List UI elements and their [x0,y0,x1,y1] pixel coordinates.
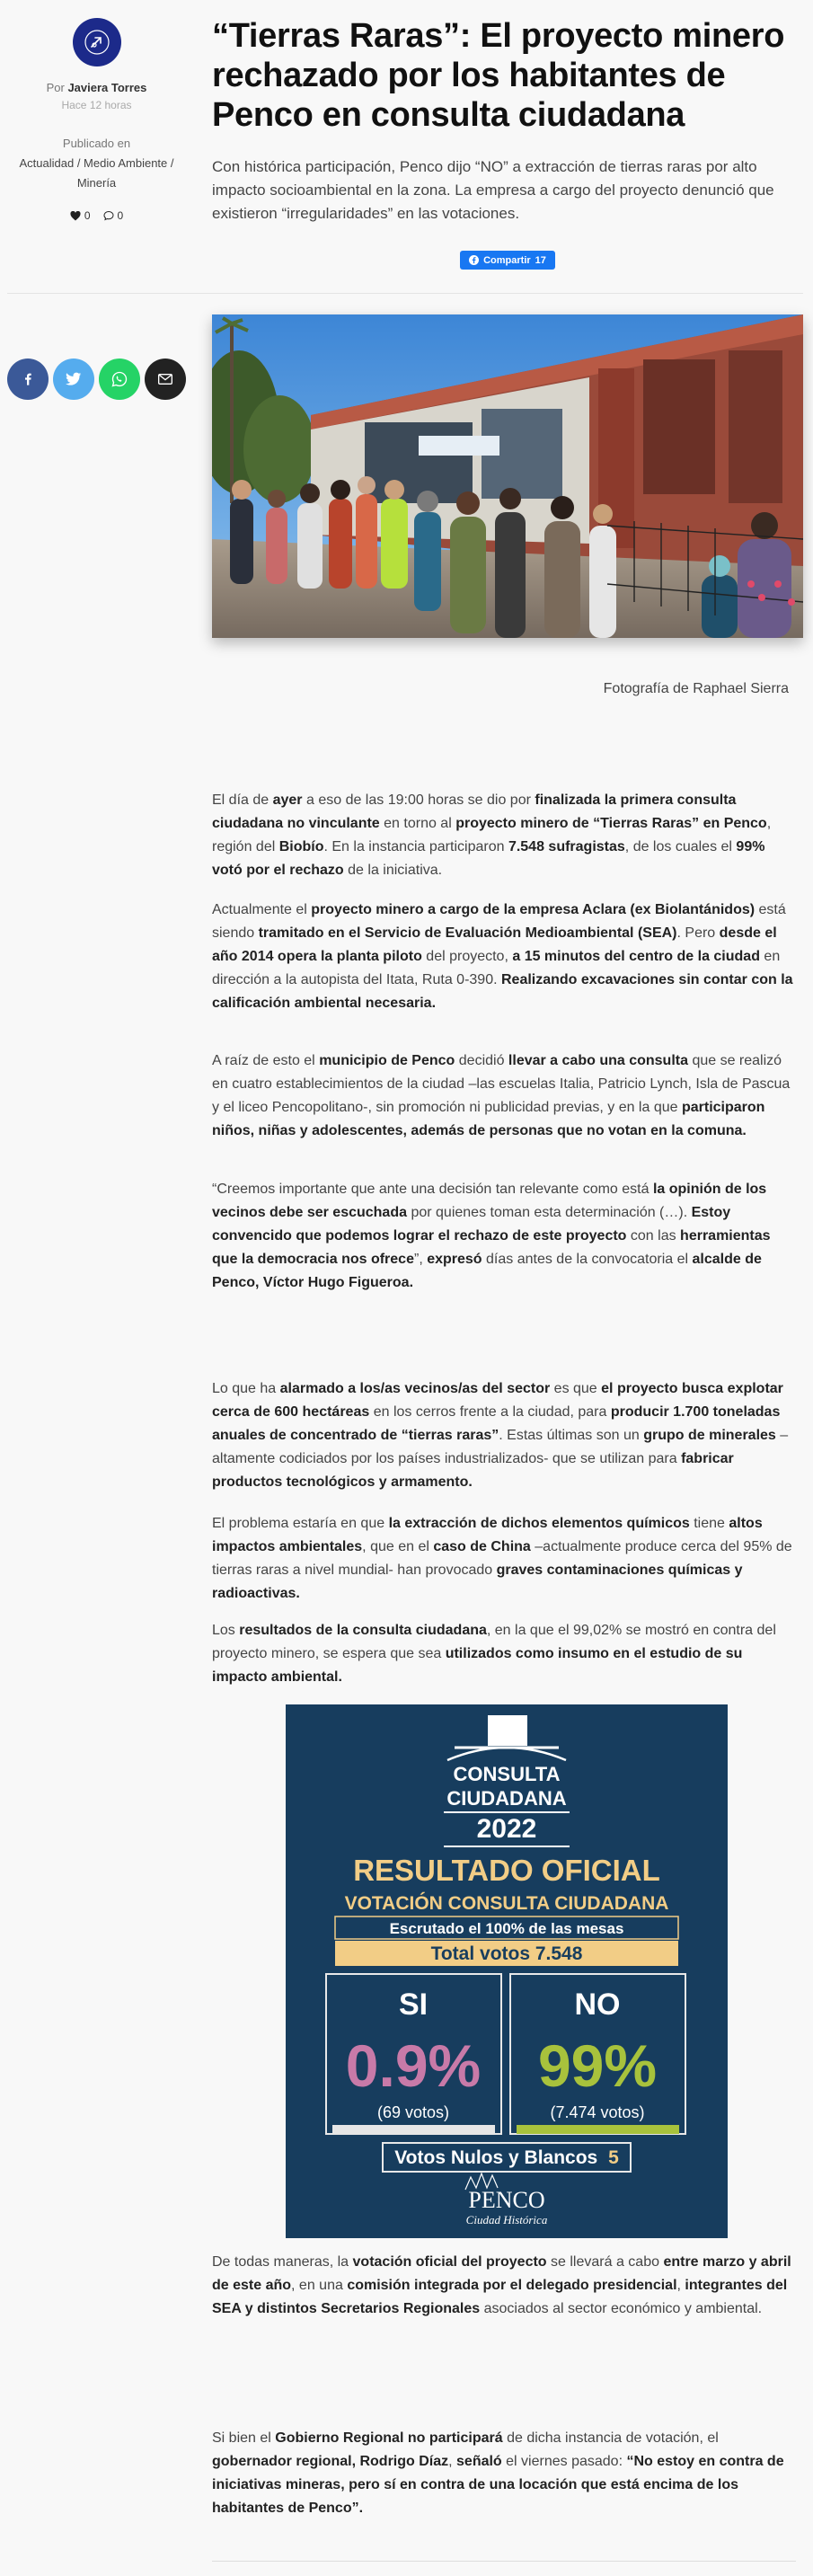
body-text: . En la instancia participaron [323,839,508,854]
publish-time: Hace 12 horas [61,99,132,111]
emphasis-text: votación oficial del proyecto [352,2254,547,2270]
emphasis-text: 99% votó por el rechazo [212,839,765,878]
body-text: por quienes toman esta determinación (…). [407,1205,692,1220]
emphasis-text: Gobierno Regional no participará [275,2430,503,2446]
emphasis-text: herramientas que la democracia nos ofrece [212,1228,771,1267]
article-title: “Tierras Raras”: El proyecto minero rechazado por los habitantes de Penco en consulta ciudadana [212,17,785,134]
no-votes: (7.474 votos) [550,2103,645,2121]
emphasis-text: el proyecto busca explotar cerca de 600 hectáreas [212,1381,783,1420]
emphasis-text: a 15 minutos del centro de la ciudad [512,949,760,964]
null-count: 5 [608,2147,619,2168]
emphasis-text: señaló [456,2454,502,2469]
emphasis-text: expresó [427,1252,482,1267]
body-text: . Pero [676,925,720,941]
body-text: , [676,2278,685,2293]
null-label: Votos Nulos y Blancos [394,2147,598,2168]
body-text: Los [212,1623,240,1638]
body-text: se llevará a cabo [546,2254,664,2270]
voting-queue-photo [212,314,803,638]
emphasis-text: producir 1.700 toneladas anuales de concentrado de “tierras raras” [212,1404,781,1443]
paragraph-9 [212,2427,794,2520]
emphasis-text: la extracción de dichos elementos químicos [388,1516,690,1531]
facebook-icon [21,372,35,386]
body-text: es que [550,1381,602,1396]
body-text: días antes de la convocatoria el [482,1252,693,1267]
header-divider [7,293,803,294]
comment-counter[interactable] [103,209,124,222]
emphasis-text: fabricar productos tecnológicos y armamento. [212,1451,734,1490]
body-text: , región del [212,816,772,854]
infographic-year: 2022 [476,1814,537,1844]
body-text: Actualmente el [212,902,312,917]
emphasis-text: Biobío [278,839,324,854]
footer-divider [212,2561,796,2562]
brand-tagline: Ciudad Histórica [465,2213,548,2226]
comment-icon [103,210,114,221]
body-text: , en una [291,2278,348,2293]
share-twitter-button[interactable] [53,359,94,400]
emphasis-text: finalizada la primera consulta ciudadana no vinculante [212,792,737,831]
consulta-line-2: CIUDADANA [446,1787,567,1810]
share-count: 17 [535,254,546,266]
paragraph-2 [212,899,794,1015]
emphasis-text: 7.548 sufragistas [508,839,625,854]
reactions [0,209,193,222]
body-text: a eso de las 19:00 horas se dio por [302,792,535,808]
body-text: El día de [212,792,273,808]
emphasis-text: llevar a cabo una consulta [508,1053,688,1068]
null-votes [394,2147,619,2168]
emphasis-text: gobernador regional, Rodrigo Díaz [212,2454,449,2469]
body-text: , en la que el 99,02% se mostró en contra del proyecto minero, se espera que sea [212,1623,776,1661]
body-text: Lo que ha [212,1381,280,1396]
consulta-line-1: CONSULTA [453,1763,561,1785]
no-label: NO [574,1987,621,2022]
paragraph-1 [212,789,794,882]
comment-count: 0 [117,209,124,222]
body-text: El problema estaría en que [212,1516,389,1531]
emphasis-text: proyecto minero a cargo de la empresa Aclara (ex Biolantánidos) [311,902,756,917]
yes-percent: 0.9% [345,2032,482,2099]
facebook-icon [469,255,479,265]
emphasis-text: integrantes del SEA y distintos Secretarios Regionales [212,2278,788,2316]
photo-caption: Fotografía de Raphael Sierra [603,681,789,696]
emphasis-text: entre marzo y abril de este año [212,2254,791,2293]
emphasis-text: graves contaminaciones químicas y radioactivas. [212,1562,743,1601]
share-label: Compartir [483,254,531,266]
body-text: “Creemos importante que ante una decisión tan relevante como está [212,1182,653,1197]
emphasis-text: Estoy convencido que podemos lograr el rechazo de este proyecto [212,1205,731,1244]
emphasis-text: Realizando excavaciones sin contar con la calificación ambiental necesaria. [212,972,793,1011]
author-avatar[interactable] [73,18,121,66]
body-text: De todas maneras, la [212,2254,353,2270]
body-text: en dirección a la autopista del Itata, Ruta 0-390. [212,949,781,987]
body-text: con las [626,1228,681,1244]
share-facebook-button[interactable] [7,359,49,400]
body-text: tiene [689,1516,729,1531]
body-text: asociados al sector económico y ambiental. [480,2301,763,2316]
author-name[interactable]: Javiera Torres [67,81,147,94]
brand-name: PENCO [468,2187,545,2213]
body-text: de dicha instancia de votación, el [502,2430,719,2446]
emphasis-text: alarmado a los/as vecinos/as del sector [279,1381,551,1396]
paragraph-8 [212,2251,794,2321]
infographic-subheading: VOTACIÓN CONSULTA CIUDADANA [344,1893,669,1914]
emphasis-text: “No estoy en contra de iniciativas mineras, pero sí en contra de una locación que está encima de los habitantes de Penco”. [212,2454,784,2516]
heart-icon [70,211,81,221]
emphasis-text: comisión integrada por el delegado presidencial [347,2278,677,2293]
twitter-icon [66,372,82,386]
body-text: en los cerros frente a la ciudad, para [369,1404,611,1420]
emphasis-text: resultados de la consulta ciudadana [239,1623,487,1638]
no-percent: 99% [537,2032,658,2099]
email-icon [158,374,172,385]
author-box [0,18,193,222]
article-lead: Con histórica participación, Penco dijo “NO” a extracción de tierras raras por alto impacto socioambiental en la zona. La empresa a cargo del proyecto denunció que existieron “irregularidades” en las votaciones. [212,158,774,222]
facebook-share-button[interactable] [460,251,555,270]
paragraph-6 [212,1512,794,1606]
emphasis-text: desde el año 2014 opera la planta piloto [212,925,777,964]
body-text: del proyecto, [421,949,513,964]
paragraph-7 [212,1619,794,1689]
published-in-label: Publicado en [62,137,131,150]
emphasis-text: ayer [272,792,303,808]
body-text: está siendo [212,902,786,941]
like-count: 0 [84,209,91,222]
body-text: que se realizó en cuatro establecimientos de la ciudad –las escuelas Italia, Patricio Lynch, Isla de Pascua y el liceo Pencopolitano-, sin promoción ni publicidad previas, y en la que [212,1053,791,1115]
body-text: , que en el [362,1539,434,1554]
emphasis-text: la opinión de los vecinos debe ser escuchada [212,1182,767,1220]
author-by-label: Por [46,81,65,94]
paragraph-5 [212,1377,794,1494]
rocket-icon [83,28,111,57]
yes-votes: (69 votos) [376,2103,450,2121]
body-text: ”, [413,1252,428,1267]
results-infographic [286,1704,728,2238]
like-counter[interactable] [70,209,91,222]
category-links[interactable]: Actualidad / Medio Ambiente / Minería [19,156,174,190]
paragraph-3 [212,1049,794,1143]
infographic-total: Total votos 7.548 [430,1943,583,1964]
author-byline [0,81,193,94]
body-text: Si bien el [212,2430,276,2446]
article-photo [212,314,803,638]
body-text: , [448,2454,457,2469]
share-whatsapp-button[interactable] [99,359,140,400]
emphasis-text: participaron niños, niñas y adolescentes, además de personas que no votan en la comuna. [212,1100,765,1138]
body-text: de la iniciativa. [343,863,443,878]
emphasis-text: tramitado en el Servicio de Evaluación Medioambiental (SEA) [258,925,677,941]
social-share-bar [7,359,186,400]
body-text: –actualmente produce cerca del 95% de tierras raras a nivel mundial- han provocado [212,1539,792,1578]
emphasis-text: municipio de Penco [319,1053,455,1068]
body-text: en torno al [379,816,456,831]
body-text: . Estas últimas son un [499,1428,644,1443]
body-text: , de los cuales el [624,839,737,854]
infographic-scrutiny: Escrutado el 100% de las mesas [389,1920,624,1937]
body-text: el viernes pasado: [501,2454,627,2469]
results-infographic-graphic [286,1704,728,2238]
paragraph-4 [212,1178,794,1295]
ballot-box-icon [447,1715,566,1760]
infographic-heading: RESULTADO OFICIAL [353,1854,660,1887]
emphasis-text: altos impactos ambientales [212,1516,763,1554]
body-text: decidió [455,1053,508,1068]
body-text: –altamente codiciados por los países industrializados- que se utilizan para [212,1428,789,1466]
body-text: A raíz de esto el [212,1053,320,1068]
share-email-button[interactable] [145,359,186,400]
emphasis-text: grupo de minerales [643,1428,776,1443]
whatsapp-icon [111,371,128,387]
emphasis-text: alcalde de Penco, Víctor Hugo Figueroa. [212,1252,762,1290]
emphasis-text: proyecto minero de “Tierras Raras” en Penco [455,816,767,831]
yes-label: SI [398,1987,429,2022]
emphasis-text: caso de China [433,1539,531,1554]
emphasis-text: utilizados como insumo en el estudio de su impacto ambiental. [212,1646,743,1685]
